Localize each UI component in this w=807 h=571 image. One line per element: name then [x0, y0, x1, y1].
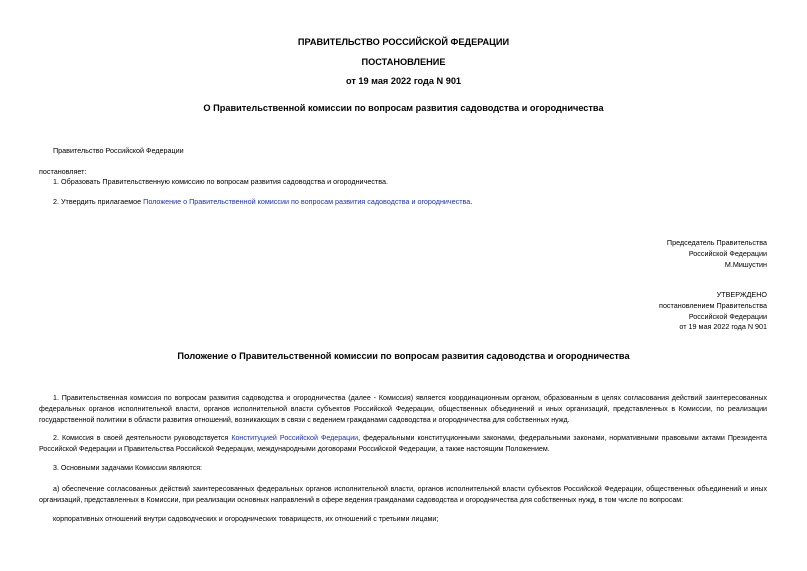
- resolution-item-1: 1. Образовать Правительственную комиссию по вопросам развития садоводства и огородничества.: [53, 177, 388, 186]
- approval-line-2: постановлением Правительства: [659, 301, 767, 310]
- paragraph-2-prefix: 2. Комиссия в своей деятельности руководствуется: [53, 434, 232, 442]
- document-title: О Правительственной комиссии по вопросам развития садоводства и огородничества: [203, 103, 604, 113]
- resolution-item-2: [53, 197, 472, 207]
- signature-name: М.Мишустин: [724, 260, 767, 269]
- regulation-link[interactable]: Положение о Правительственной комиссии по вопросам развития садоводства и огородничества: [143, 197, 471, 206]
- paragraph-2-suffix: , федеральными конституционными законами, федеральными законами, нормативными правовыми актами Президента Российской Федерации и Правительства Российской Федерации, международными договорами Российской Федерации, а также настоящим Положением.: [39, 434, 767, 454]
- regulation-title: Положение о Правительственной комиссии по вопросам развития садоводства и огородничества: [177, 351, 630, 361]
- approval-stamp: УТВЕРЖДЕНО: [716, 290, 767, 299]
- document-date-number: от 19 мая 2022 года N 901: [345, 76, 462, 86]
- constitution-link[interactable]: Конституцией Российской Федерации: [231, 434, 359, 442]
- regulation-paragraph-3a-item: корпоративных отношений внутри садоводческих и огороднических товариществ, их отношений с третьими лицами;: [53, 515, 439, 523]
- resolution-item-2-suffix: .: [470, 197, 473, 206]
- signature-position: Председатель Правительства: [666, 238, 767, 247]
- regulation-paragraph-3a: а) обеспечение согласованных действий заинтересованных федеральных органов исполнительной власти, органов исполнительной власти субъектов Российской Федерации, общественных объединений и иных организаций, представленных в Комиссии, при реализации основных направлений в сфере ведения гражданами садоводства и огородничества для собственных нужд, в том числе по вопросам:: [39, 485, 767, 505]
- issuer: Правительство Российской Федерации: [53, 146, 184, 155]
- approval-date: от 19 мая 2022 года N 901: [679, 322, 767, 331]
- resolution-item-2-prefix: 2. Утвердить прилагаемое: [53, 197, 144, 206]
- resolves-label: постановляет:: [39, 167, 87, 176]
- government-heading: ПРАВИТЕЛЬСТВО РОССИЙСКОЙ ФЕДЕРАЦИИ: [297, 37, 510, 47]
- approval-line-3: Российской Федерации: [688, 312, 767, 321]
- regulation-paragraph-3: 3. Основными задачами Комиссии являются:: [53, 464, 203, 472]
- regulation-paragraph-2: [39, 433, 767, 455]
- document-type: ПОСТАНОВЛЕНИЕ: [361, 57, 446, 67]
- signature-country: Российской Федерации: [688, 249, 767, 258]
- regulation-paragraph-1: 1. Правительственная комиссия по вопросам развития садоводства и огородничества (далее - Комиссия) является координационным органом, образованным в целях согласования действий заинтересованных федеральных органов исполнительной власти, органов исполнительной власти субъектов Российской Федерации, общественных объединений и иных организаций, представленных в Комиссии, по реализации государственной политики в области развития отношений, возникающих в связи с ведением гражданами садоводства и огородничества для собственных нужд.: [39, 394, 767, 425]
